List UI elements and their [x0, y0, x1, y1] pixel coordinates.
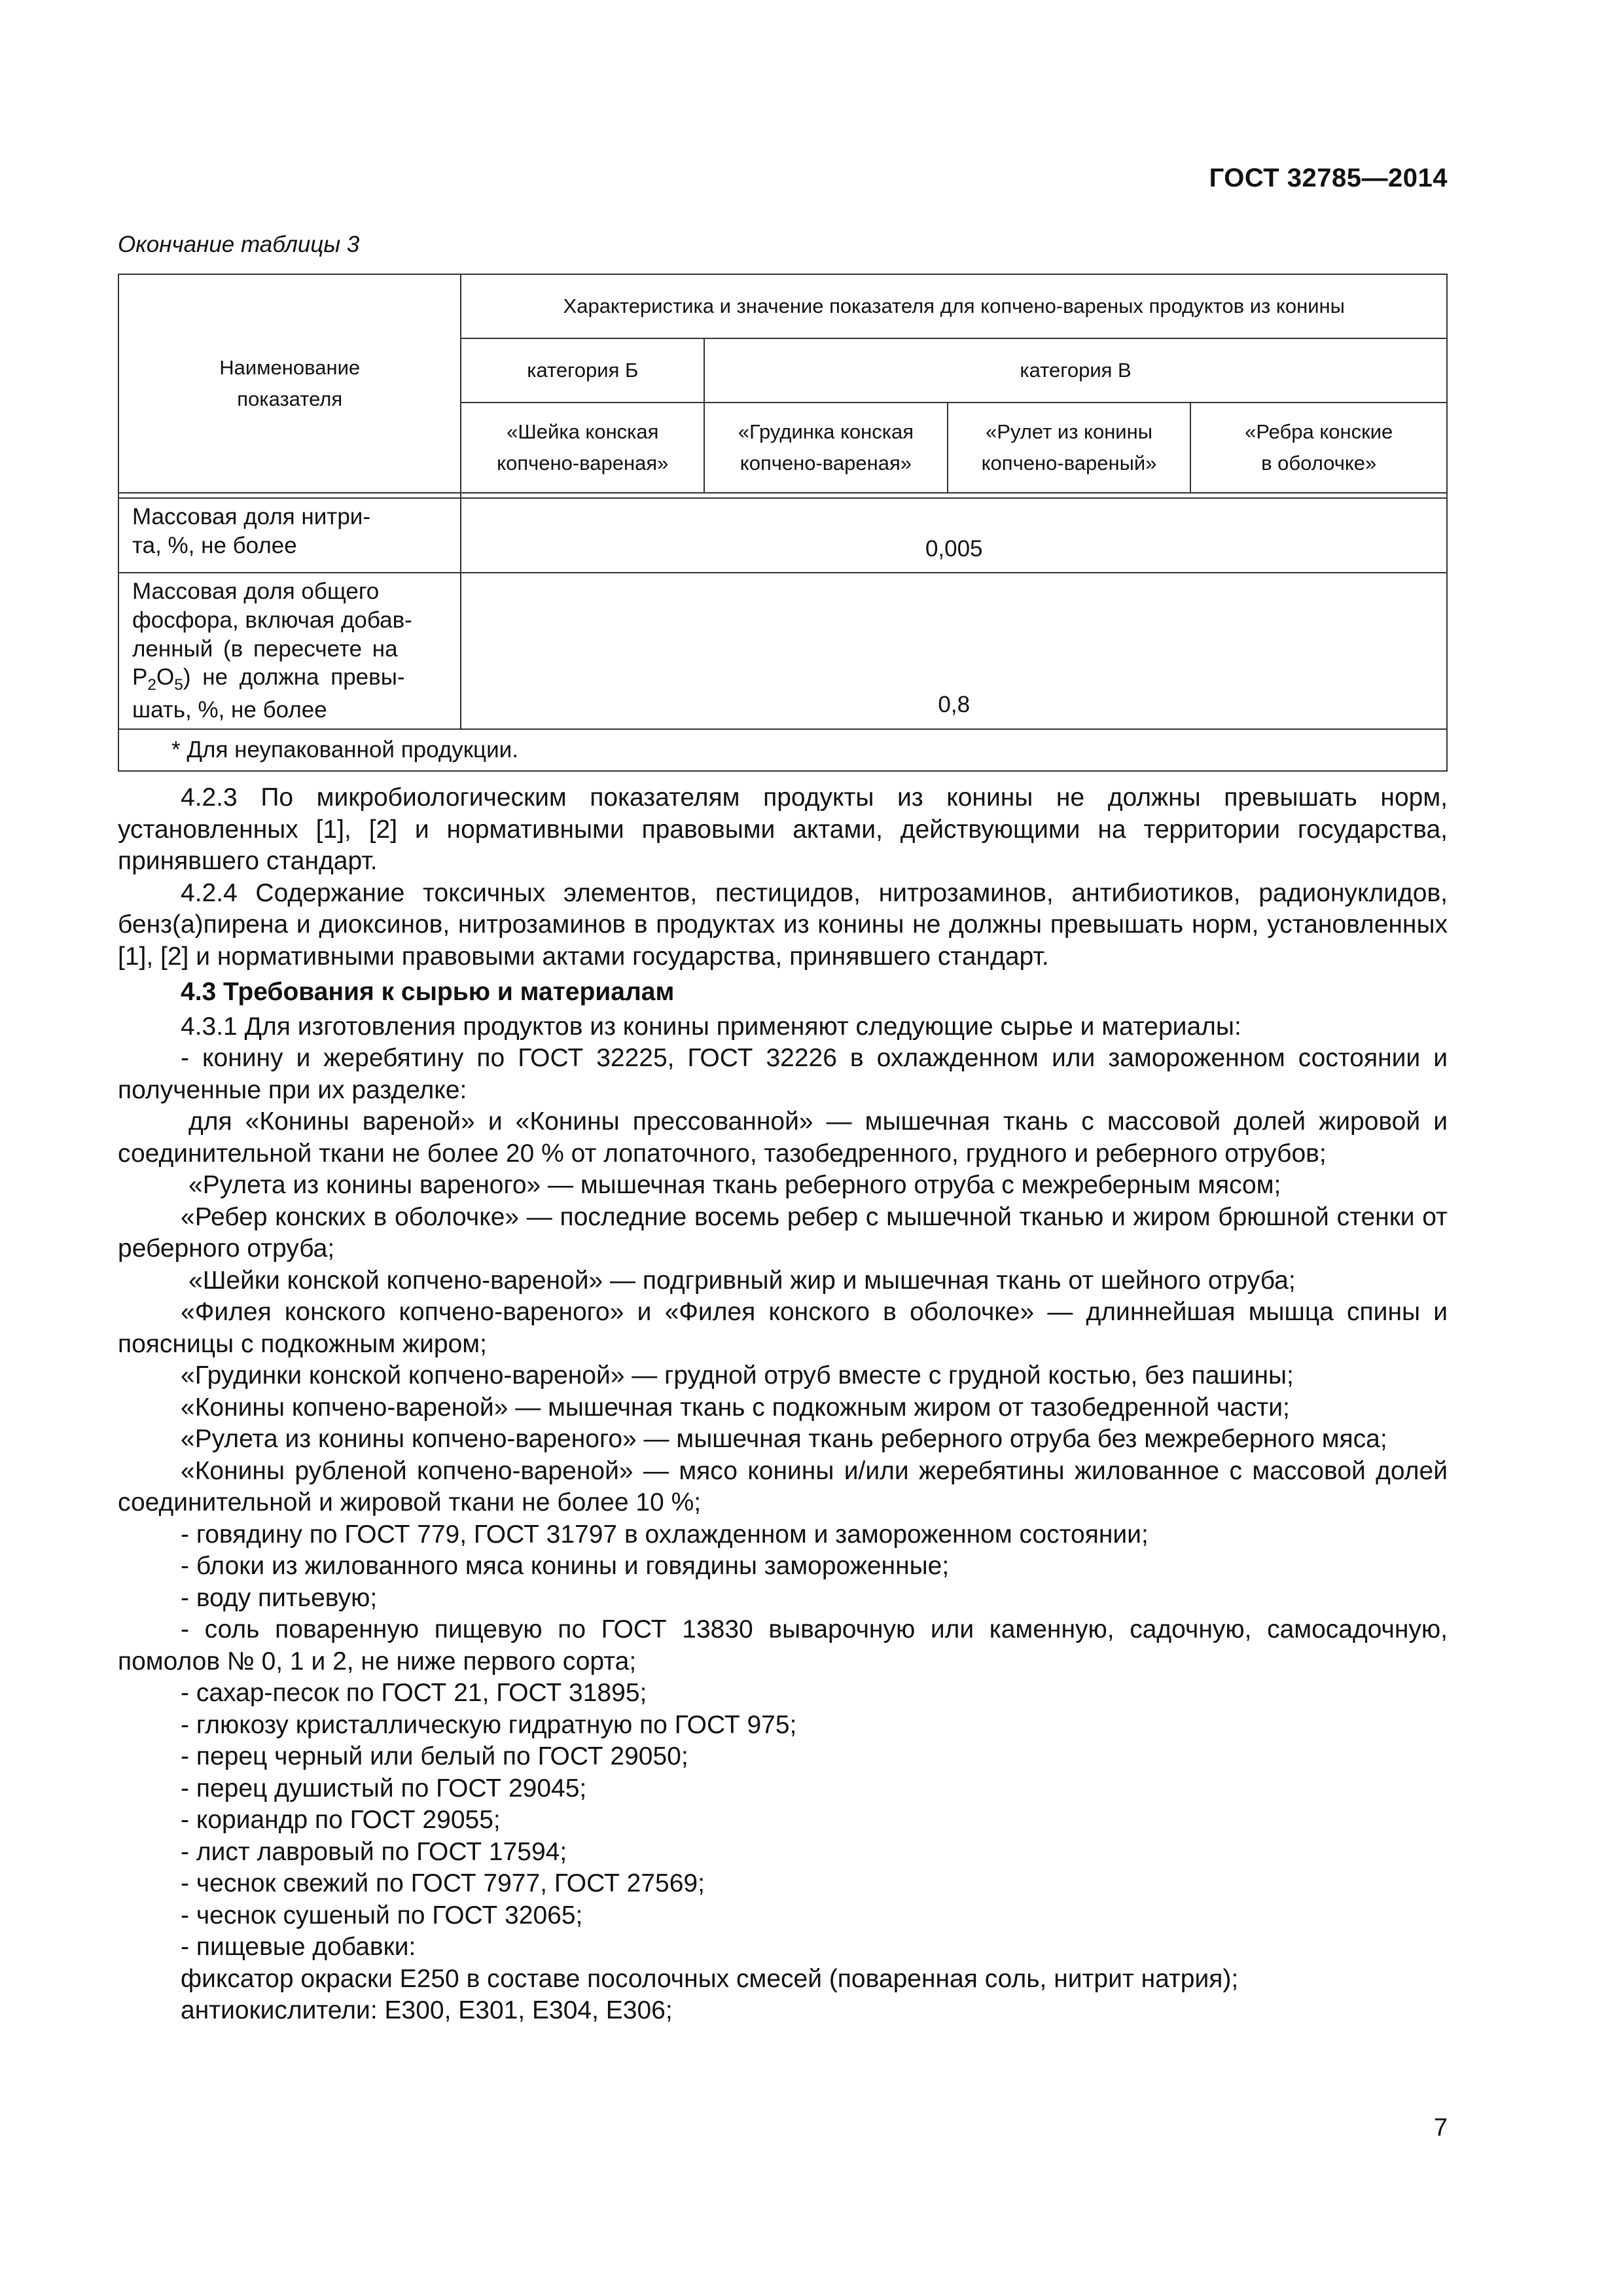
table-row — [118, 573, 1447, 729]
sub-item: «Грудинки конской копчено-вареной» — грудной отруб вместе с грудной костью, без пашины; — [181, 1361, 1294, 1390]
document-id: ГОСТ 32785—2014 — [1209, 164, 1448, 192]
row-value: 0,005 — [461, 498, 1447, 573]
sub-item: «Рулета из конины вареного» — мышечная ткань реберного отруба с межреберным мясом; — [188, 1171, 1281, 1199]
sub-item: «Рулета из конины копчено-вареного» — мышечная ткань реберного отруба без межреберного мяса; — [181, 1425, 1387, 1453]
table-footnote: * Для неупакованной продукции. — [118, 729, 1447, 771]
sub-item: «Конины копчено-вареной» — мышечная ткань с подкожным жиром от тазобедренной части; — [181, 1393, 1290, 1422]
row-value: 0,8 — [461, 573, 1447, 729]
additive-item: фиксатор окраски Е250 в составе посолочных смесей (поваренная соль, нитрит натрия); — [181, 1964, 1239, 1993]
clause-4-2-3: 4.2.3 По микробиологическим показателям продукты из конины не должны превышать норм, установленных [1], [2] и нормативными правовыми актами, действующими на территории государства, принявшего стандарт. — [118, 783, 1448, 875]
row-name: Массовая доля нитри- та, %, не более — [118, 498, 461, 573]
group-header: Характеристика и значение показателя для копчено-вареных продуктов из конины — [461, 274, 1447, 338]
section-heading-4-3: 4.3 Требования к сырью и материалам — [181, 978, 675, 1006]
list-item: - перец черный или белый по ГОСТ 29050; — [181, 1742, 688, 1770]
list-item: - говядину по ГОСТ 779, ГОСТ 31797 в охлажденном и замороженном состоянии; — [181, 1520, 1149, 1549]
sub-item: «Филея конского копчено-вареного» и «Филея конского в оболочке» — длиннейшая мышца спины и поясницы с подкожным жиром; — [118, 1298, 1448, 1358]
list-item: - лист лавровый по ГОСТ 17594; — [181, 1837, 567, 1866]
sub-item: для «Конины вареной» и «Конины прессованной» — мышечная ткань с массовой долей жировой и соединительной ткани не более 20 % от лопаточного, тазобедренного, грудного и реберного отрубов; — [118, 1107, 1448, 1168]
list-item: - конину и жеребятину по ГОСТ 32225, ГОСТ 32226 в охлажденном или замороженном состоянии и полученные при их разделке: — [118, 1044, 1448, 1104]
list-item: - блоки из жилованного мяса конины и говядины замороженные; — [181, 1552, 950, 1580]
list-item: - чеснок сушеный по ГОСТ 32065; — [181, 1901, 583, 1929]
clause-4-2-4: 4.2.4 Содержание токсичных элементов, пестицидов, нитрозаминов, антибиотиков, радионуклидов, бенз(а)пирена и диоксинов, нитрозаминов в продуктах из конины не должны превышать норм, установленных [1], [2] и нормативными правовыми актами государства, принявшего стандарт. — [118, 878, 1448, 971]
category-v-header: категория В — [704, 338, 1447, 403]
list-item: - кориандр по ГОСТ 29055; — [181, 1806, 501, 1834]
name-column-header: Наименование показателя — [118, 274, 461, 493]
list-item: - воду питьевую; — [181, 1583, 378, 1612]
list-item: - пищевые добавки: — [181, 1933, 416, 1961]
header-divider — [118, 493, 461, 498]
product-header: «Ребра конские в оболочке» — [1190, 403, 1447, 493]
list-item: - глюкозу кристаллическую гидратную по ГОСТ 975; — [181, 1710, 797, 1739]
specification-table — [118, 274, 1448, 772]
list-item: - чеснок свежий по ГОСТ 7977, ГОСТ 27569; — [181, 1869, 705, 1897]
sub-item: «Шейки конской копчено-вареной» — подгривный жир и мышечная ткань от шейного отруба; — [188, 1266, 1296, 1295]
list-item: - сахар-песок по ГОСТ 21, ГОСТ 31895; — [181, 1679, 647, 1707]
product-header: «Рулет из конины копчено-вареный» — [948, 403, 1191, 493]
sub-item: «Конины рубленой копчено-вареной» — мясо конины и/или жеребятины жилованное с массовой долей соединительной и жировой ткани не более 10 %; — [118, 1456, 1448, 1516]
page-number: 7 — [1433, 2114, 1448, 2142]
category-b-header: категория Б — [461, 338, 704, 403]
product-header: «Шейка конская копчено-вареная» — [461, 403, 704, 493]
sub-item: «Ребер конских в оболочке» — последние восемь ребер с мышечной тканью и жиром брюшной стенки от реберного отруба; — [118, 1202, 1448, 1263]
clause-4-3-1: 4.3.1 Для изготовления продуктов из конины применяют следующие сырье и материалы: — [181, 1012, 1241, 1041]
additive-item: антиокислители: Е300, Е301, Е304, Е306; — [181, 1996, 673, 2024]
list-item: - перец душистый по ГОСТ 29045; — [181, 1774, 587, 1803]
product-header: «Грудинка конская копчено-вареная» — [704, 403, 948, 493]
list-item: - соль поваренную пищевую по ГОСТ 13830 выварочную или каменную, садочную, самосадочную, помолов № 0, 1 и 2, не ниже первого сорта; — [118, 1615, 1448, 1676]
row-name: Массовая доля общего фосфора, включая добав- ленный (в пересчете на $P_2O_5$) не должна превы- шать, %, не более — [118, 573, 461, 729]
table-caption: Окончание таблицы 3 — [118, 232, 360, 257]
document-body — [118, 782, 1448, 2027]
table-row — [118, 498, 1447, 573]
